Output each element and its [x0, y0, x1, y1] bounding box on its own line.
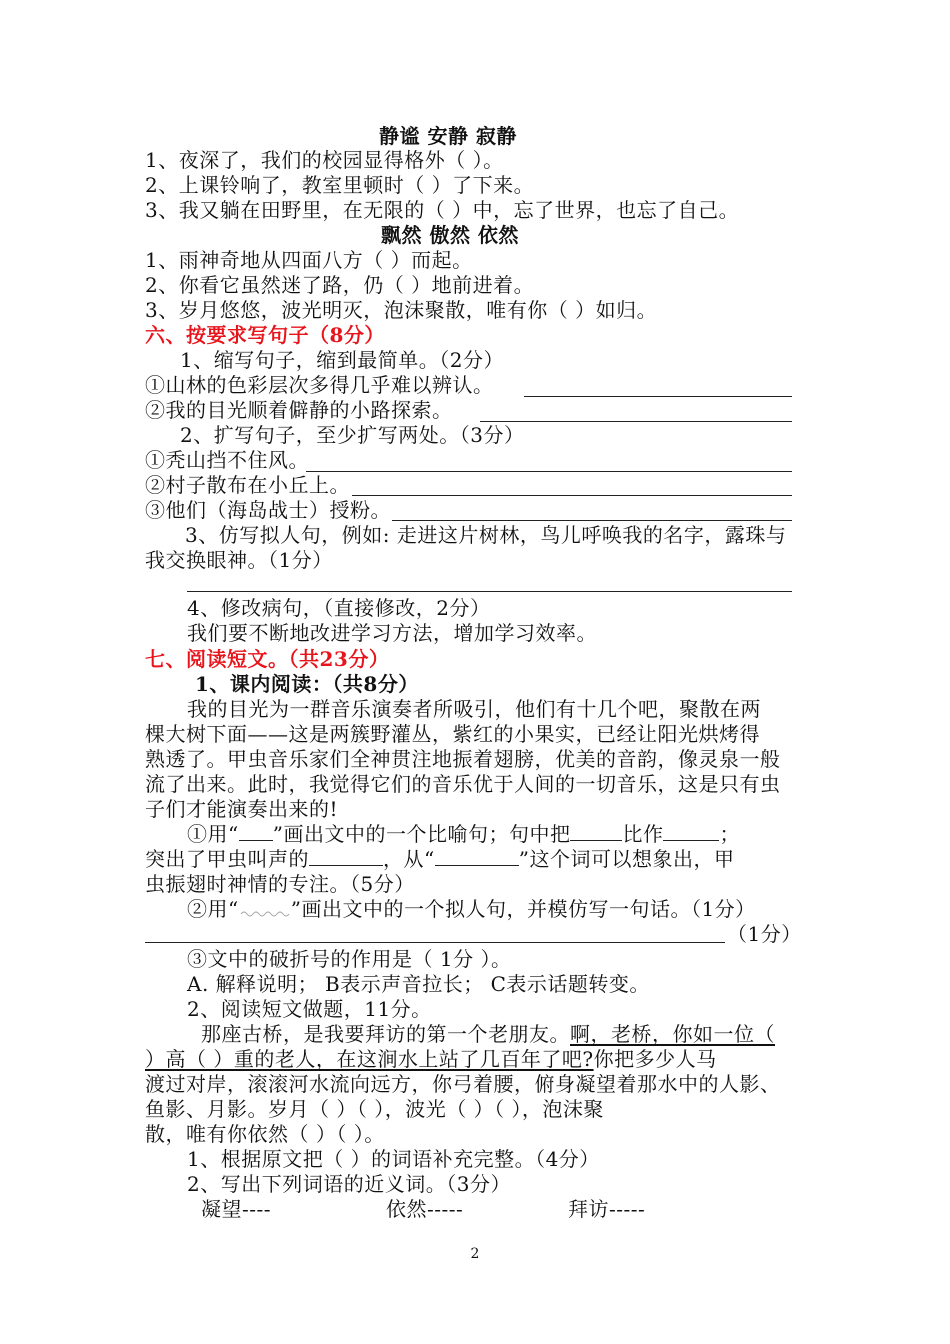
options-line: A. 解释说明； B表示声音拉长； C表示话题转变。 — [187, 972, 650, 996]
synonym-item: 依然----- — [386, 1197, 464, 1221]
synonym-item: 拜访----- — [568, 1197, 646, 1221]
prompt-line: ②村子散布在小丘上。 — [145, 473, 350, 497]
wavy-underline-sample — [239, 905, 291, 917]
score-note: （1分） — [727, 922, 802, 946]
text: ”画出文中的一个拟人句，并模仿写一句话。（1分） — [290, 897, 756, 921]
blank — [239, 822, 273, 841]
question-line: 2、你看它虽然迷了路，仍（ ）地前进着。 — [145, 273, 535, 297]
answer-line — [145, 942, 725, 943]
word-bank-1: 静谧 安静 寂静 — [379, 124, 517, 148]
question-line — [187, 822, 740, 846]
section-heading-7: 七、阅读短文。（共23分） — [145, 647, 390, 671]
text: ②用“ — [187, 897, 239, 921]
answer-line — [524, 396, 792, 397]
prompt-line: ①山林的色彩层次多得几乎难以辨认。 — [145, 373, 494, 397]
text: 突出了甲虫叫声的 — [145, 847, 309, 871]
underlined-text: ）高（ ）重的老人，在这涧水上站了几百年了吧? — [145, 1047, 594, 1071]
passage-line: 散，唯有你依然（ ）（ ）。 — [145, 1122, 385, 1146]
section-heading-6: 六、按要求写句子（8分） — [145, 323, 385, 347]
text: 你把多少人马 — [593, 1047, 717, 1071]
text: ，从“ — [383, 847, 435, 871]
answer-line — [187, 591, 792, 592]
text: ①用“ — [187, 822, 239, 846]
prompt-line: ②我的目光顺着僻静的小路探索。 — [145, 398, 453, 422]
question-line: 3、岁月悠悠，波光明灭，泡沫聚散，唯有你（ ）如归。 — [145, 298, 658, 322]
question-line: 1、雨神奇地从四面八方（ ）而起。 — [145, 248, 473, 272]
passage-line: 流了出来。此时，我觉得它们的音乐优于人间的一切音乐，这是只有虫 — [145, 772, 781, 796]
blank — [309, 847, 383, 866]
passage-line — [201, 1022, 775, 1046]
question-line: 2、上课铃响了，教室里顿时（ ）了下来。 — [145, 173, 535, 197]
prompt-line: 1、缩写句子，缩到最简单。（2分） — [180, 348, 504, 372]
passage-line: 鱼影、月影。岁月（ ）（ ），波光（ ）（ ），泡沫聚 — [145, 1097, 604, 1121]
text: 那座古桥，是我要拜访的第一个老朋友。 — [201, 1022, 570, 1046]
question-line: 2、写出下列词语的近义词。（3分） — [187, 1172, 511, 1196]
word-bank-2: 飘然 傲然 依然 — [381, 223, 519, 247]
prompt-line: ①秃山挡不住风。 — [145, 448, 309, 472]
question-line: 3、我又躺在田野里，在无限的（ ）中，忘了世界，也忘了自己。 — [145, 198, 740, 222]
underlined-text: 啊，老桥，你如一位（ — [570, 1022, 775, 1046]
synonym-item: 凝望---- — [201, 1197, 272, 1221]
text: ”这个词可以想象出，甲 — [518, 847, 735, 871]
blank — [663, 822, 719, 841]
text: ； — [719, 822, 740, 846]
blank — [570, 822, 622, 841]
sub-heading: 1、课内阅读：（共8分） — [195, 672, 419, 696]
prompt-line: 3、仿写拟人句，例如: 走进这片树林，鸟儿呼唤我的名字，露珠与 — [185, 523, 787, 547]
question-line: 1、根据原文把（ ）的词语补充完整。（4分） — [187, 1147, 600, 1171]
passage-line: 渡过对岸，滚滚河水流向远方，你弓着腰，俯身凝望着那水中的人影、 — [145, 1072, 781, 1096]
prompt-line: 我交换眼神。（1分） — [145, 548, 333, 572]
text: ”画出文中的一个比喻句；句中把 — [272, 822, 571, 846]
prompt-line: 2、扩写句子，至少扩写两处。（3分） — [180, 423, 525, 447]
answer-line — [480, 421, 792, 422]
text: 比作 — [622, 822, 664, 846]
question-line: ③文中的破折号的作用是（ 1分 ）。 — [187, 947, 512, 971]
question-line — [145, 847, 734, 871]
question-line: 虫振翅时神情的专注。（5分） — [145, 872, 415, 896]
passage-line: 熟透了。甲虫音乐家们全神贯注地振着翅膀，优美的音韵，像灵泉一般 — [145, 747, 781, 771]
question-line — [187, 897, 756, 921]
answer-line — [392, 520, 792, 521]
blank — [435, 847, 519, 866]
prompt-line: ③他们（海岛战士）授粉。 — [145, 498, 391, 522]
prompt-line: 4、修改病句，（直接修改，2分） — [187, 596, 491, 620]
passage-line: 我的目光为一群音乐演奏者所吸引，他们有十几个吧，聚散在两 — [187, 697, 761, 721]
passage-line: 棵大树下面——这是两簇野灌丛，紫红的小果实，已经让阳光烘烤得 — [145, 722, 760, 746]
prompt-line: 我们要不断地改进学习方法，增加学习效率。 — [187, 621, 597, 645]
answer-line — [352, 495, 792, 496]
question-line: 1、夜深了，我们的校园显得格外（ ）。 — [145, 148, 504, 172]
passage-line — [145, 1047, 717, 1071]
page-number: 2 — [470, 1246, 480, 1262]
passage-line: 子们才能演奏出来的! — [145, 797, 339, 821]
answer-line — [306, 471, 792, 472]
sub-heading: 2、阅读短文做题，11分。 — [187, 997, 432, 1021]
